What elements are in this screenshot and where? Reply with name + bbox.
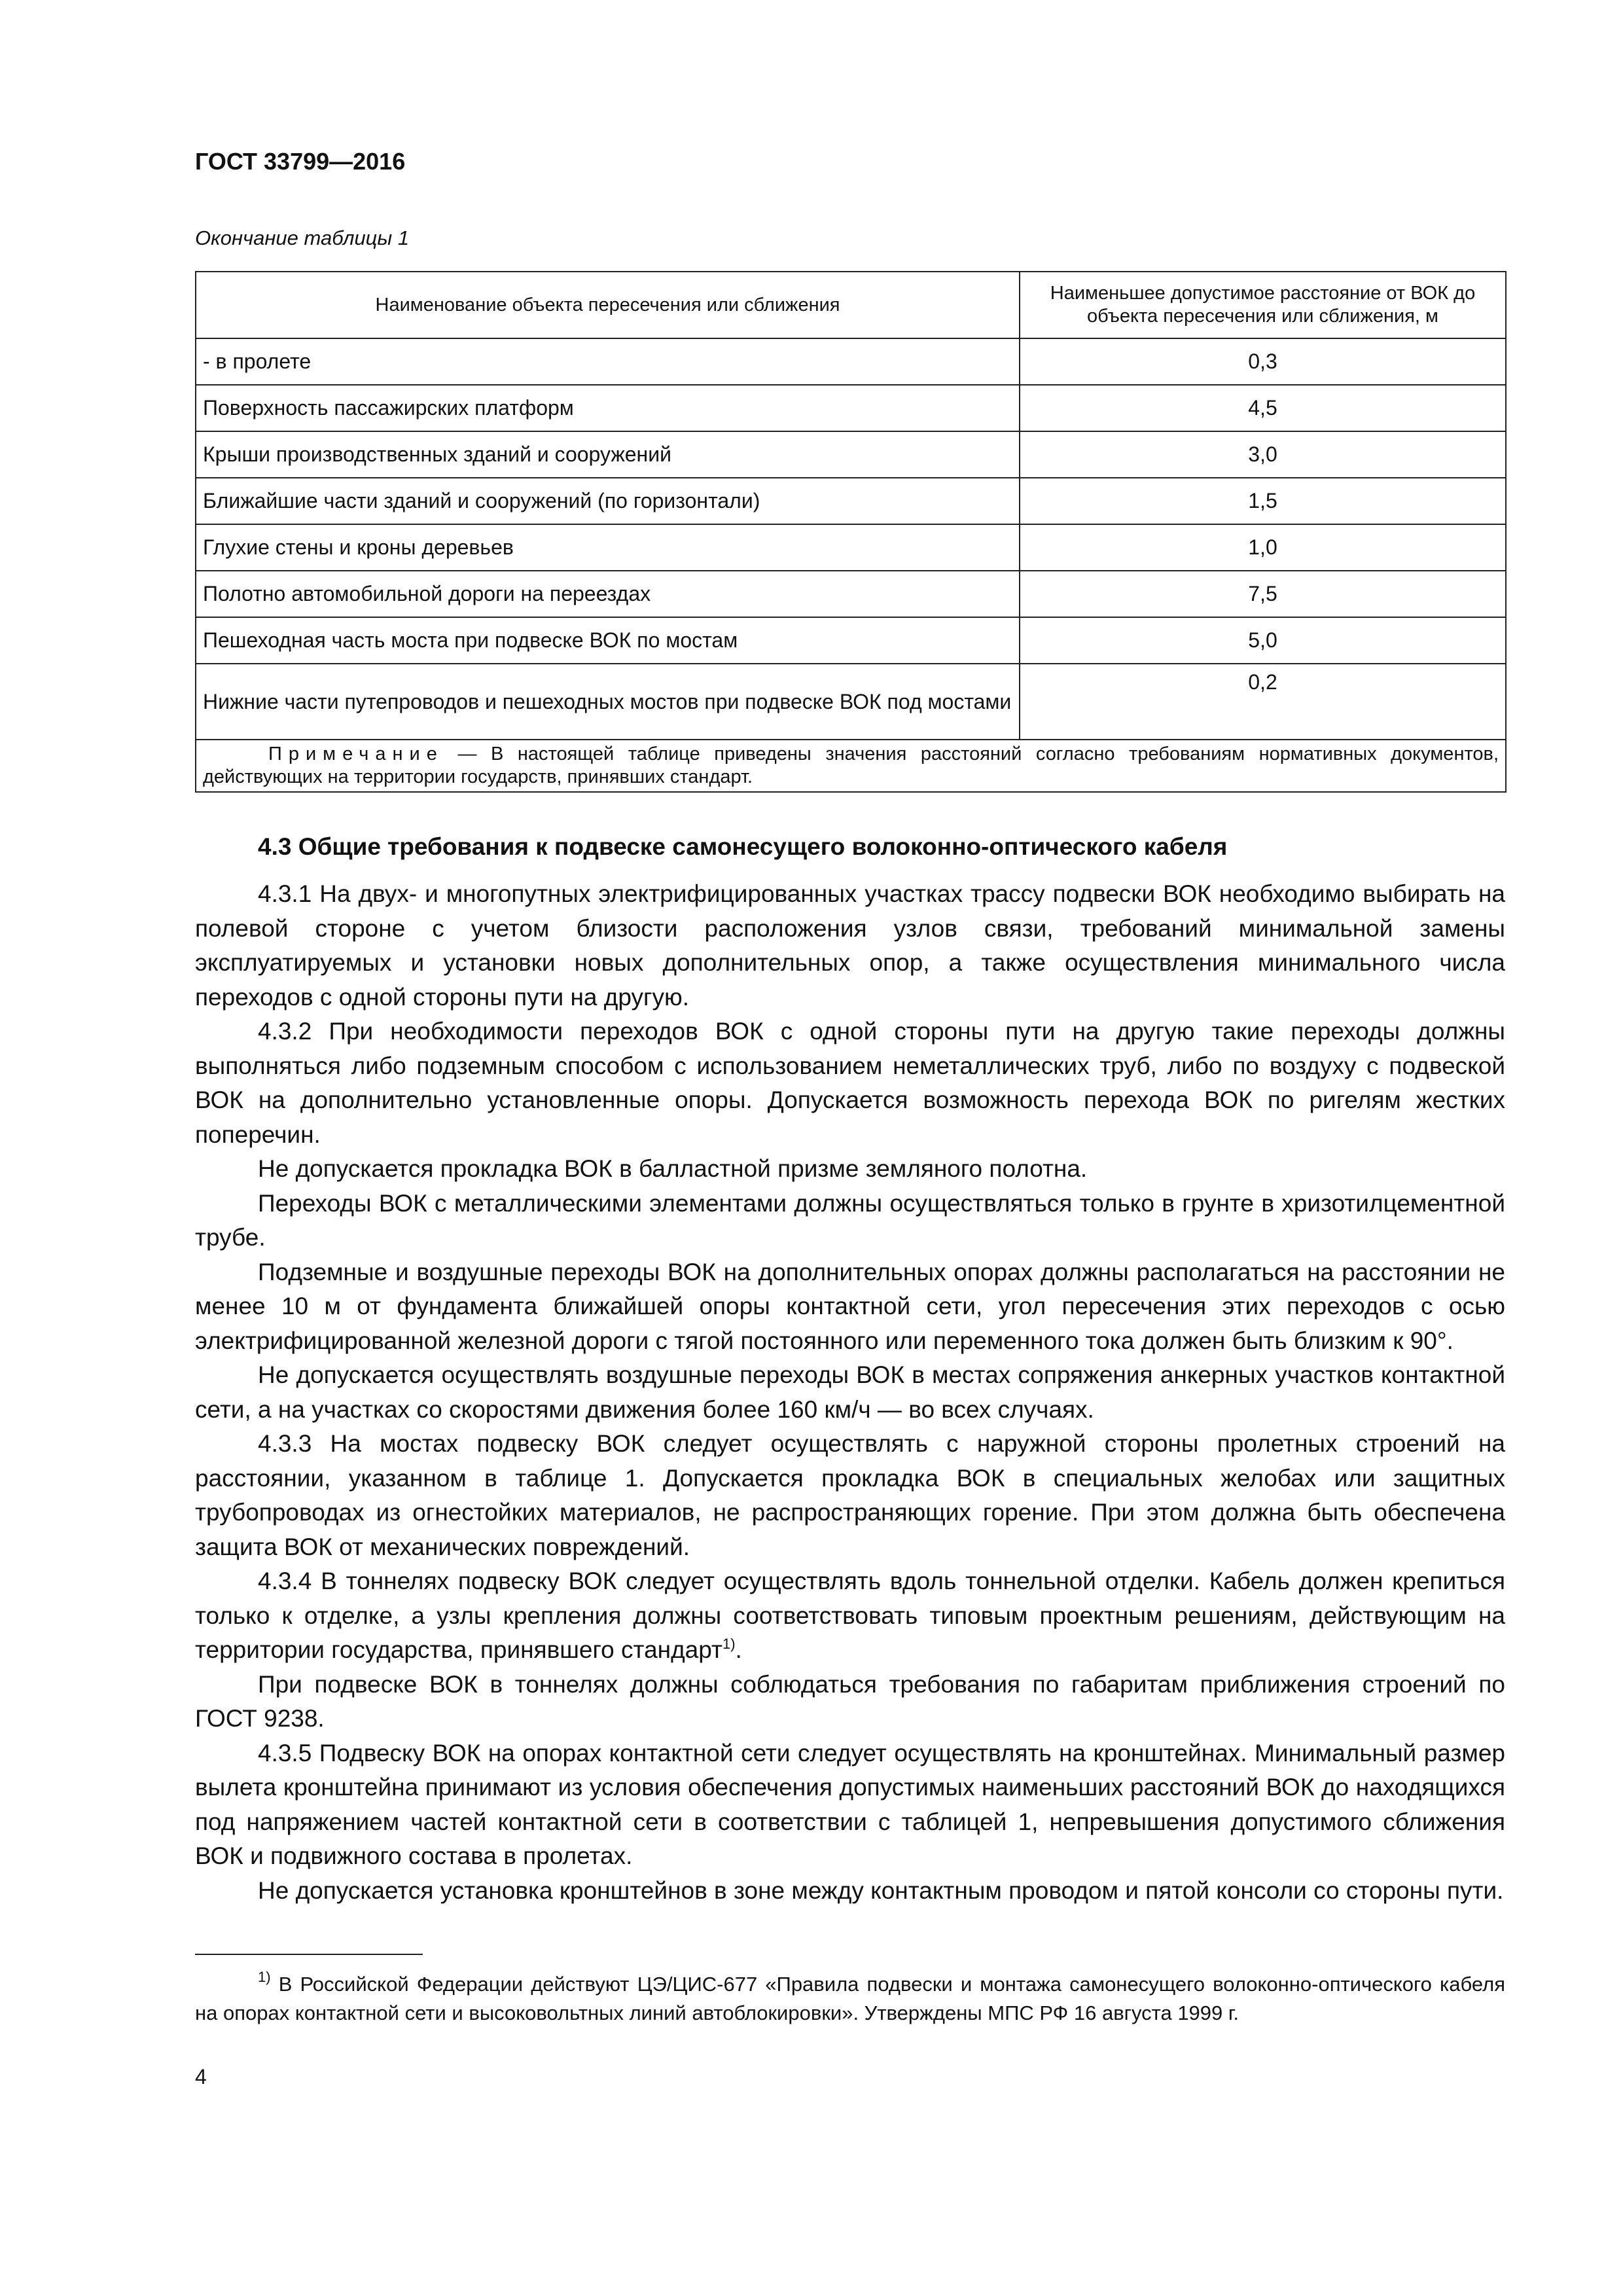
row-value: 1,5: [1020, 478, 1506, 524]
row-value: 0,3: [1020, 338, 1506, 385]
row-value: 1,0: [1020, 524, 1506, 571]
row-name: Крыши производственных зданий и сооружений: [196, 431, 1020, 478]
page-number: 4: [195, 2065, 207, 2089]
distance-table: [195, 271, 1507, 793]
table-row: [196, 478, 1506, 524]
table-row: [196, 617, 1506, 664]
column-header-object: Наименование объекта пересечения или сближения: [196, 272, 1020, 338]
table-continuation-caption: Окончание таблицы 1: [195, 226, 410, 249]
paragraph: 4.3.2 При необходимости переходов ВОК с одной стороны пути на другую такие переходы должны выполняться либо подземным способом с использованием неметаллических труб, либо по воздуху с подвеской ВОК на дополнительно установленные опоры. Допускается возможность перехода ВОК по ригелям жестких поперечин.: [195, 1018, 1505, 1148]
section-body: [195, 830, 1505, 1908]
row-name: Поверхность пассажирских платформ: [196, 385, 1020, 431]
paragraph: При подвеске ВОК в тоннелях должны соблюдаться требования по габаритам приближения строений по ГОСТ 9238.: [195, 1670, 1505, 1732]
row-value: 5,0: [1020, 617, 1506, 664]
paragraph: 4.3.1 На двух- и многопутных электрифицированных участках трассу подвески ВОК необходимо выбирать на полевой стороне с учетом близости расположения узлов связи, требований минимальной замены эксплуатируемых и установки новых дополнительных опор, а также осуществления минимального числа переходов с одной стороны пути на другую.: [195, 880, 1505, 1011]
table-row: [196, 431, 1506, 478]
paragraph: 4.3.5 Подвеску ВОК на опорах контактной сети следует осуществлять на кронштейнах. Минимальный размер вылета кронштейна принимают из условия обеспечения допустимых наименьших расстояний ВОК до находящихся под напряжением частей контактной сети в соответствии с таблицей 1, непревышения допустимого сближения ВОК и подвижного состава в пролетах.: [195, 1739, 1505, 1869]
table-note-row: [196, 740, 1506, 792]
row-value: 3,0: [1020, 431, 1506, 478]
section-heading: 4.3 Общие требования к подвеске самонесущего волоконно-оптического кабеля: [258, 833, 1228, 860]
paragraph: Не допускается осуществлять воздушные переходы ВОК в местах сопряжения анкерных участков контактной сети, а на участках со скоростями движения более 160 км/ч — во всех случаях.: [195, 1361, 1505, 1423]
table-row: [196, 664, 1506, 740]
row-value: 4,5: [1020, 385, 1506, 431]
footnote-text: В Российской Федерации действуют ЦЭ/ЦИС-677 «Правила подвески и монтажа самонесущего волоконно-оптического кабеля на опорах контактной сети и высоковольтных линий автоблокировки». Утверждены МПС РФ 16 августа 1999 г.: [195, 1973, 1505, 2024]
paragraph-with-footnote: [195, 1564, 1505, 1668]
row-name: Полотно автомобильной дороги на переездах: [196, 571, 1020, 617]
note-text: — В настоящей таблице приведены значения расстояний согласно требованиям нормативных документов, действующих на территории государств, принявших стандарт.: [203, 744, 1499, 787]
paragraph: 4.3.3 На мостах подвеску ВОК следует осуществлять с наружной стороны пролетных строений на расстоянии, указанном в таблице 1. Допускается прокладка ВОК в специальных желобах или защитных трубопроводах из огнестойких материалов, не распространяющих горение. При этом должна быть обеспечена защита ВОК от механических повреждений.: [195, 1430, 1505, 1560]
table-row: [196, 385, 1506, 431]
note-label: Примечание: [268, 744, 444, 764]
row-value: 0,2: [1020, 664, 1506, 740]
paragraph: Не допускается установка кронштейнов в зоне между контактным проводом и пятой консоли со стороны пути.: [258, 1876, 1504, 1904]
row-name: Ближайшие части зданий и сооружений (по горизонтали): [196, 478, 1020, 524]
row-name: Пешеходная часть моста при подвеске ВОК по мостам: [196, 617, 1020, 664]
document-id: ГОСТ 33799—2016: [195, 148, 406, 175]
table-note: [196, 740, 1506, 792]
footnote-separator: [195, 1954, 423, 1955]
column-header-distance: Наименьшее допустимое расстояние от ВОК до объекта пересечения или сближения, м: [1020, 272, 1506, 338]
row-name: - в пролете: [196, 338, 1020, 385]
footnote-mark: 1): [258, 1969, 271, 1985]
row-name: Нижние части путепроводов и пешеходных мостов при подвеске ВОК под мостами: [196, 664, 1020, 740]
table-row: [196, 571, 1506, 617]
paragraph-end: .: [735, 1636, 742, 1663]
table-row: [196, 524, 1506, 571]
footnote: [195, 1970, 1505, 2028]
row-value: 7,5: [1020, 571, 1506, 617]
paragraph-text: 4.3.4 В тоннелях подвеску ВОК следует осуществлять вдоль тоннельной отделки. Кабель должен крепиться только к отделке, а узлы крепления должны соответствовать типовым проектным решениям, действующим на территории государства, принявшего стандарт: [195, 1568, 1505, 1663]
paragraph: Переходы ВОК с металлическими элементами должны осуществляться только в грунте в хризотилцементной трубе.: [195, 1189, 1505, 1251]
table-row: [196, 338, 1506, 385]
paragraph: Не допускается прокладка ВОК в балластной призме земляного полотна.: [258, 1155, 1088, 1182]
row-name: Глухие стены и кроны деревьев: [196, 524, 1020, 571]
paragraph: Подземные и воздушные переходы ВОК на дополнительных опорах должны располагаться на расстоянии не менее 10 м от фундамента ближайшей опоры контактной сети, угол пересечения этих переходов с осью электрифицированной железной дороги с тягой постоянного или переменного тока должен быть близким к 90°.: [195, 1258, 1505, 1354]
footnote-reference[interactable]: 1): [722, 1636, 736, 1652]
table-header-row: [196, 272, 1506, 338]
